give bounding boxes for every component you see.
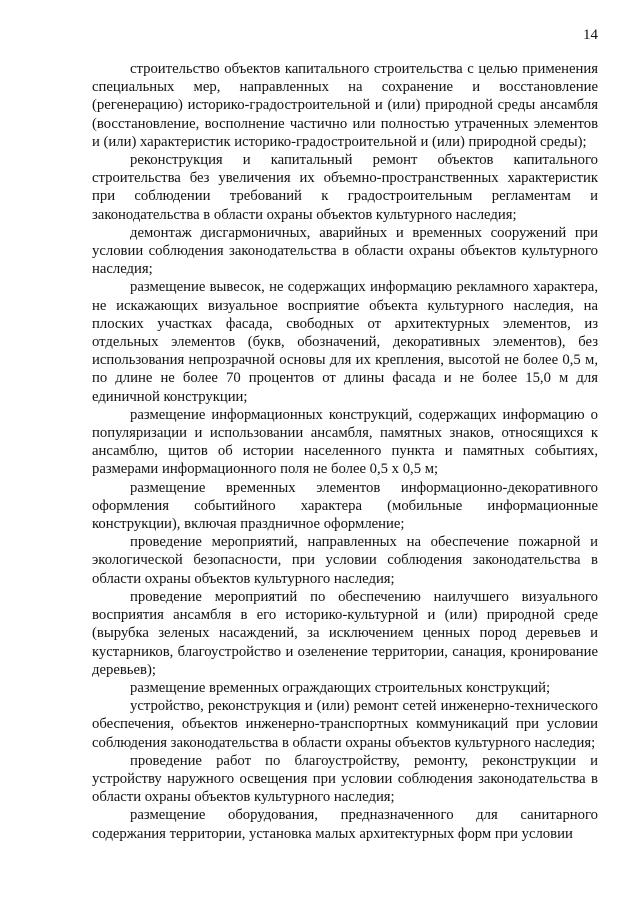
- paragraph-utility-networks: устройство, реконструкция и (или) ремонт сетей инженерно-технического обеспечения, объектов инженерно-транспортных коммуникаций при условии соблюдения законодательства в области охраны объектов культурного наследия;: [92, 698, 598, 751]
- paragraph-temporary-fencing: размещение временных ограждающих строительных конструкций;: [130, 679, 551, 696]
- paragraph-outdoor-lighting: проведение работ по благоустройству, ремонту, реконструкции и устройству наружного освещения при условии соблюдения законодательства в области охраны объектов культурного наследия;: [92, 752, 598, 806]
- paragraph-temporary-decoration: размещение временных элементов информационно-декоративного оформления событийного характера (мобильные информационные конструкции), включая праздничное оформление;: [92, 479, 598, 533]
- paragraph-reconstruction-capital-repair: реконструкция и капитальный ремонт объектов капитального строительства без увеличения их объемно-пространственных характеристик при соблюдении требований к градостроительным регламентам и законодательства в области охраны объектов культурного наследия;: [92, 152, 598, 223]
- page-number: 14: [583, 27, 598, 43]
- document-body: [92, 60, 598, 843]
- paragraph-sanitary-equipment: размещение оборудования, предназначенного для санитарного содержания территории, установка малых архитектурных форм при условии: [92, 807, 598, 842]
- paragraph-dismantling-structures: демонтаж дисгармоничных, аварийных и временных сооружений при условии соблюдения законодательства в области охраны объектов культурного наследия;: [92, 224, 598, 278]
- paragraph-construction-regeneration: строительство объектов капитального строительства с целью применения специальных мер, направленных на сохранение и восстановление (регенерацию) историко-градостроительной и (или) природной среды ансамбля (восстановление, восполнение частично или полностью утраченных элементов и (или) характеристик историко-градостроительной и (или) природной среды);: [92, 61, 598, 150]
- paragraph-signboards: размещение вывесок, не содержащих информацию рекламного характера, не искажающих визуальное восприятие объекта культурного наследия, на плоских участках фасада, свободных от архитектурных элементов, из отдельных элементов (букв, обозначений, декоративных элементов), без использования непрозрачной основы для их крепления, высотой не более 0,5 м, по длине не более 70 процентов от длины фасада и не более 15,0 м для единичной конструкции;: [92, 279, 598, 405]
- paragraph-visual-perception: проведение мероприятий по обеспечению наилучшего визуального восприятия ансамбля в его историко-культурной и (или) природной среде (вырубка зеленых насаждений, за исключением ценных пород деревьев и кустарников, благоустройство и озеленение территории, санация, кронирование деревьев);: [92, 588, 598, 678]
- paragraph-information-structures: размещение информационных конструкций, содержащих информацию о популяризации и использовании ансамбля, памятных знаков, относящихся к ансамблю, щитов об истории населенного пункта и памятных событиях, размерами информационного поля не более 0,5 х 0,5 м;: [92, 406, 598, 478]
- paragraph-fire-ecology-safety: проведение мероприятий, направленных на обеспечение пожарной и экологической безопасности, при условии соблюдения законодательства в области охраны объектов культурного наследия;: [92, 534, 598, 587]
